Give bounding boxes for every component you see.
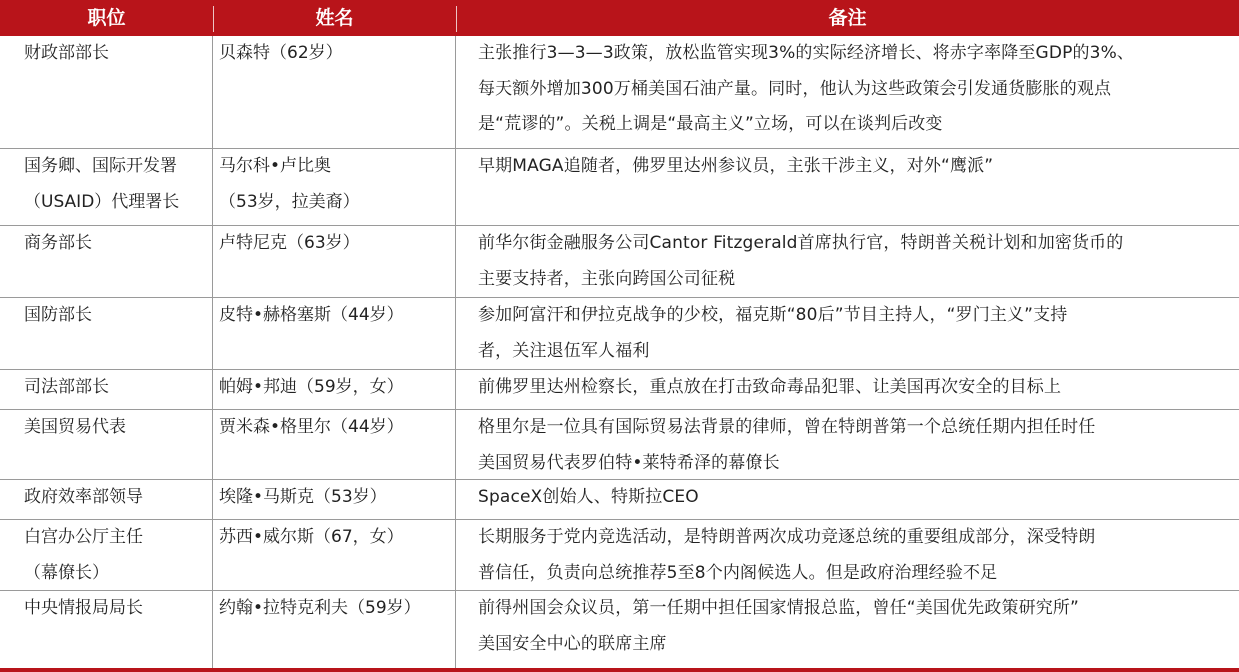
note-cell: 前华尔街金融服务公司Cantor Fitzgerald首席执行官，特朗普关税计划和加密货币的 主要支持者，主张向跨国公司征税 — [478, 233, 1124, 289]
table-header — [0, 0, 1239, 36]
position-cell: 白宫办公厅主任 （幕僚长） — [0, 520, 213, 590]
header-divider — [456, 6, 457, 32]
position-cell: 商务部长 — [0, 226, 213, 297]
table-row — [0, 480, 1239, 520]
name-cell: 马尔科•卢比奥 （53岁，拉美裔） — [213, 149, 456, 225]
note-cell: 前佛罗里达州检察长，重点放在打击致命毒品犯罪、让美国再次安全的目标上 — [478, 377, 1062, 397]
name-cell: 埃隆•马斯克（53岁） — [213, 480, 456, 519]
table-row — [0, 410, 1239, 480]
name-cell: 皮特•赫格塞斯（44岁） — [213, 298, 456, 369]
position-cell: 司法部部长 — [0, 370, 213, 409]
table-row — [0, 36, 1239, 149]
table-row — [0, 520, 1239, 591]
table-body — [0, 36, 1239, 668]
header-divider — [213, 6, 214, 32]
position-cell: 国务卿、国际开发署 （USAID）代理署长 — [0, 149, 213, 225]
position-cell: 国防部长 — [0, 298, 213, 369]
header-name: 姓名 — [315, 7, 354, 29]
note-cell: 主张推行3—3—3政策，放松监管实现3%的实际经济增长、将赤字率降至GDP的3%、 每天额外增加300万桶美国石油产量。同时，他认为这些政策会引发通货膨胀的观点 是“荒谬的”。关税上调是“最高主义”立场，可以在谈判后改变 — [478, 43, 1135, 134]
note-cell: 参加阿富汗和伊拉克战争的少校，福克斯“80后”节目主持人，“罗门主义”支持 者，关注退伍军人福利 — [478, 305, 1068, 361]
name-cell: 卢特尼克（63岁） — [213, 226, 456, 297]
name-cell: 贝森特（62岁） — [213, 36, 456, 148]
table-row — [0, 226, 1239, 298]
note-cell: SpaceX创始人、特斯拉CEO — [478, 487, 699, 507]
header-position: 职位 — [87, 7, 126, 29]
position-cell: 政府效率部领导 — [0, 480, 213, 519]
name-cell: 贾米森•格里尔（44岁） — [213, 410, 456, 479]
position-cell: 中央情报局局长 — [0, 591, 213, 668]
table-row — [0, 370, 1239, 410]
name-cell: 帕姆•邦迪（59岁，女） — [213, 370, 456, 409]
position-cell: 美国贸易代表 — [0, 410, 213, 479]
position-cell: 财政部部长 — [0, 36, 213, 148]
table-row — [0, 591, 1239, 668]
note-cell: 长期服务于党内竞选活动，是特朗普两次成功竞逐总统的重要组成部分，深受特朗 普信任，负责向总统推荐5至8个内阁候选人。但是政府治理经验不足 — [478, 527, 1096, 583]
table-bottom-rule — [0, 668, 1239, 672]
note-cell: 早期MAGA追随者，佛罗里达州参议员，主张干涉主义，对外“鹰派” — [478, 156, 994, 176]
note-cell: 前得州国会众议员，第一任期中担任国家情报总监，曾任“美国优先政策研究所” 美国安全中心的联席主席 — [478, 598, 1080, 654]
name-cell: 约翰•拉特克利夫（59岁） — [213, 591, 456, 668]
table-row — [0, 149, 1239, 226]
header-note: 备注 — [828, 7, 867, 29]
name-cell: 苏西•威尔斯（67，女） — [213, 520, 456, 590]
table-row — [0, 298, 1239, 370]
note-cell: 格里尔是一位具有国际贸易法背景的律师，曾在特朗普第一个总统任期内担任时任 美国贸易代表罗伯特•莱特希泽的幕僚长 — [478, 417, 1096, 473]
